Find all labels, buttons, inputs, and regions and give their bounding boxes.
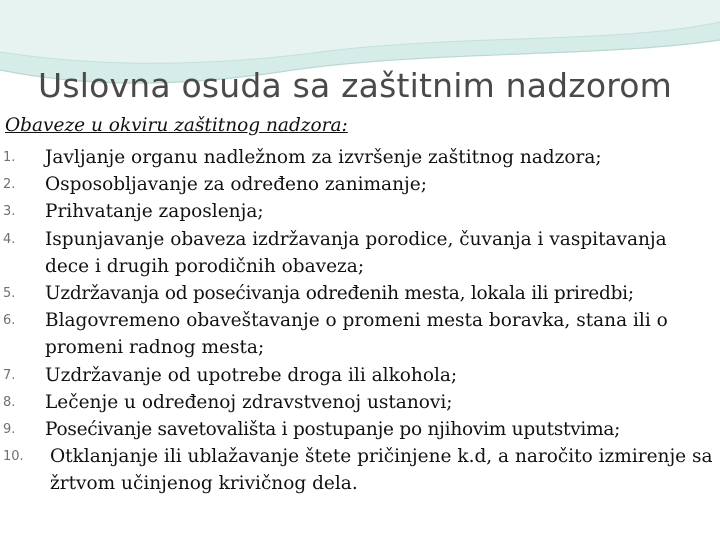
item-text: Lečenje u određenoj zdravstvenoj ustanovi;	[45, 391, 453, 413]
intro-line	[3, 115, 348, 136]
list-item	[0, 307, 720, 361]
item-text: Osposobljavanje za određeno zanimanje;	[45, 174, 427, 196]
list-item	[0, 362, 720, 389]
item-text: Ispunjavanje obaveza izdržavanja porodice, čuvanja i vaspitavanja dece i drugih porodičnih obaveza;	[45, 228, 667, 277]
item-text: Posećivanje savetovališta i postupanje po njihovim uputstvima;	[45, 419, 621, 441]
item-number: 3.	[3, 204, 16, 220]
item-number: 8.	[3, 394, 16, 410]
item-number: 7.	[3, 367, 16, 383]
list-item	[0, 416, 720, 443]
list-item	[0, 171, 720, 198]
item-text: Uzdržavanja od posećivanja određenih mesta, lokala ili priredbi;	[45, 283, 634, 305]
list-item	[0, 443, 720, 497]
item-text: Blagovremeno obaveštavanje o promeni mesta boravka, stana ili o promeni radnog mesta;	[45, 310, 668, 359]
slide-title: Uslovna osuda sa zaštitnim nadzorom	[38, 66, 672, 105]
obligations-list	[0, 144, 720, 498]
list-item	[0, 144, 720, 171]
item-text: Uzdržavanje od upotrebe droga ili alkohola;	[45, 364, 458, 386]
intro-text: Obaveze u okviru zaštitnog nadzora:	[5, 115, 348, 136]
item-number: 10.	[3, 449, 24, 465]
item-number: 4.	[3, 231, 16, 247]
list-item	[0, 389, 720, 416]
list-item	[0, 226, 720, 280]
item-number: 2.	[3, 177, 16, 193]
item-text: Javljanje organu nadležnom za izvršenje zaštitnog nadzora;	[45, 147, 602, 168]
item-text: Prihvatanje zaposlenja;	[45, 201, 264, 223]
item-number: 6.	[3, 313, 16, 329]
item-text: Otklanjanje ili ublažavanje štete pričinjene k.d, a naročito izmirenje sa žrtvom učinjenog krivičnog dela.	[50, 446, 713, 495]
list-item	[0, 280, 720, 307]
item-number: 5.	[3, 286, 16, 302]
item-number: 9.	[3, 422, 16, 438]
list-item	[0, 198, 720, 225]
item-number: 1.	[3, 150, 16, 165]
